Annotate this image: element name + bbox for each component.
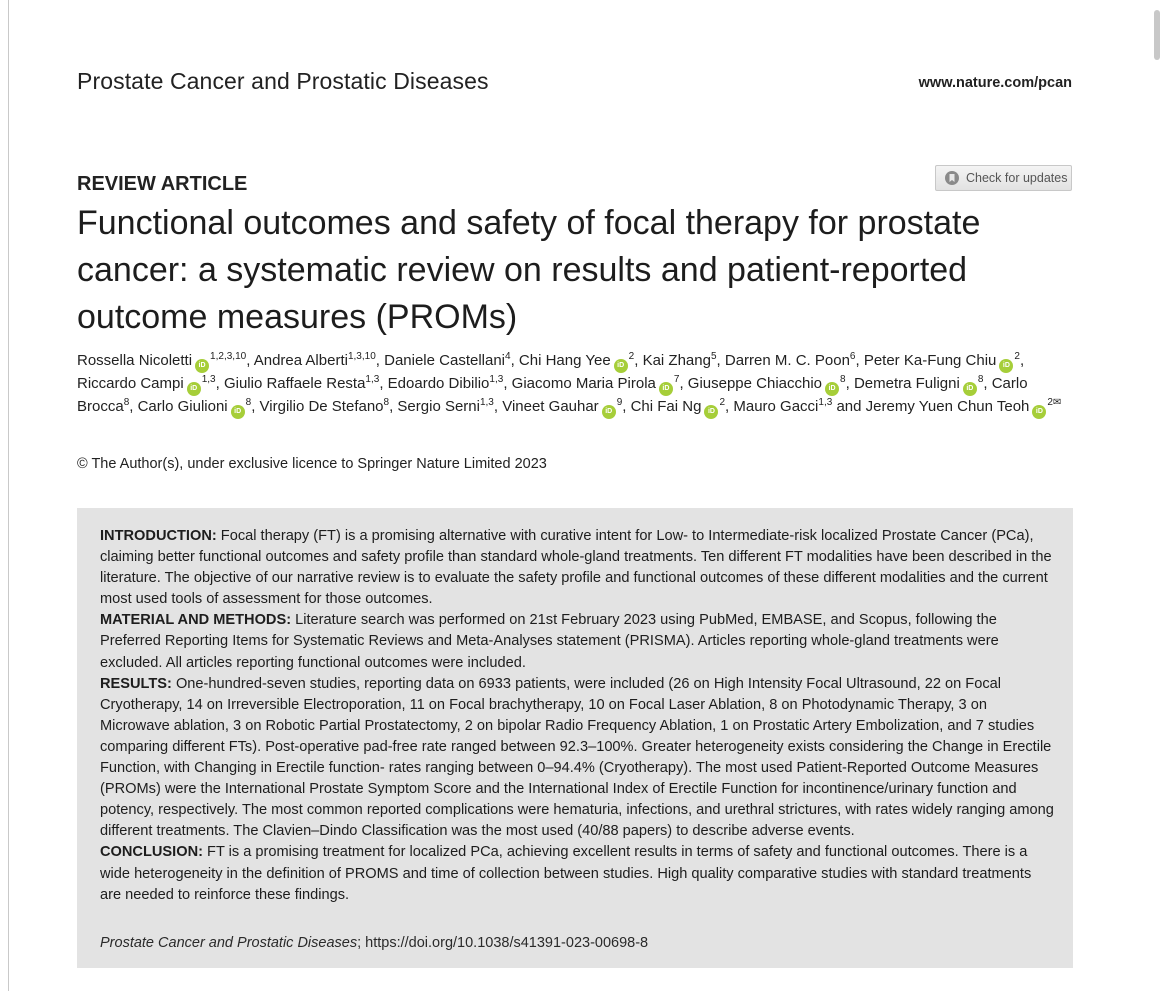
author-separator: , xyxy=(855,352,864,369)
author-separator: , xyxy=(634,352,643,369)
abstract-methods: MATERIAL AND METHODS: Literature search was performed on 21st February 2023 using PubMed, EMBASE, and Scopus, following the Preferred Reporting Items for Systematic Reviews and Meta-Analyses statement (PRISMA). Articles reporting whole-gland treatments were excluded. All articles reporting functional outcomes were included. xyxy=(100,612,999,671)
abstract-conclusion: CONCLUSION: FT is a promising treatment for localized PCa, achieving excellent results in terms of safety and functional outcomes. There is a wide heterogeneity in the definition of PROMS and time of collection between studies. High quality comparative studies with standard treatments are needed to reinforce these findings. xyxy=(100,844,1032,903)
author-separator: , xyxy=(1019,352,1025,369)
author-name: Giacomo Maria Pirola xyxy=(511,375,656,392)
abstract xyxy=(100,526,1055,906)
author-name: Demetra Fuligni xyxy=(853,375,960,392)
author-separator: , xyxy=(246,352,254,369)
orcid-icon[interactable]: iD xyxy=(195,359,209,373)
article-title: Functional outcomes and safety of focal therapy for prostate cancer: a systematic review on results and patient-reported outcome measures (PROMs) xyxy=(77,204,981,336)
author[interactable] xyxy=(254,352,376,369)
orcid-icon[interactable]: iD xyxy=(1032,405,1046,419)
author-separator: , xyxy=(503,375,512,392)
author-separator: , xyxy=(389,398,398,415)
orcid-icon[interactable]: iD xyxy=(614,359,628,373)
abstract-results: RESULTS: One-hundred-seven studies, reporting data on 6933 patients, were included (26 on High Intensity Focal Ultrasound, 22 on Focal Cryotherapy, 14 on Irreversible Electroporation, 11 on Focal brachytherapy, 10 on Focal Laser Ablation, 8 on Photodynamic Therapy, 3 on Microwave ablation, 3 on Robotic Partial Prostatectomy, 2 on bipolar Radio Frequency Ablation, 1 on Prostatic Artery Embolization, and 7 studies comparing different FTs). Post-operative pad-free rate ranged between 92.3–100%. Greater heterogeneity exists considering the Change in Erectile Function, with Changing in Erectile function- rates ranging between 0–94.4% (Cryotherapy). The most used Patient-Reported Outcome Measures (PROMs) were the International Prostate Symptom Score and the International Index of Erectile Function for incontinence/urinary function and potency, respectively. The most common reported complications were hematuria, infections, and urethral strictures, with rates widely ranging among different treatments. The Clavien–Dindo Classification was the most used (40/88 papers) to describe adverse events. xyxy=(100,675,1054,840)
page-edge xyxy=(8,0,9,991)
author[interactable] xyxy=(854,375,983,392)
affiliation-number: 5 xyxy=(710,351,717,362)
author[interactable] xyxy=(260,398,390,415)
author[interactable] xyxy=(519,352,634,369)
author[interactable] xyxy=(688,375,846,392)
author[interactable] xyxy=(388,375,504,392)
journal-url[interactable]: www.nature.com/pcan xyxy=(918,75,1072,91)
check-for-updates-label: Check for updates xyxy=(966,171,1068,185)
author[interactable] xyxy=(725,352,856,369)
affiliation-number: 2 xyxy=(1014,351,1020,362)
affiliation-number: 1,3 xyxy=(489,374,504,385)
affiliation-number: 1,3 xyxy=(365,374,380,385)
author-separator: , xyxy=(215,375,224,392)
affiliation-number: 8 xyxy=(977,374,984,385)
author[interactable] xyxy=(733,398,832,415)
author-name: Giulio Raffaele Resta xyxy=(223,375,366,392)
affiliation-number: 8 xyxy=(123,397,130,408)
abstract-introduction: INTRODUCTION: Focal therapy (FT) is a promising alternative with curative intent for Low- to Intermediate-risk localized Prostate Cancer (PCa), claiming better functional outcomes and safety profile than standard whole-gland treatments. Ten different FT modalities have been described in the literature. The objective of our narrative review is to evaluate the safety profile and functional outcomes of these different modalities and the current most used tools of assessment for those outcomes. xyxy=(100,528,1052,608)
author[interactable] xyxy=(77,352,246,369)
author-name: Carlo Giulioni xyxy=(137,398,228,415)
author-separator: , xyxy=(251,398,260,415)
scrollbar-thumb[interactable] xyxy=(1154,10,1160,60)
orcid-icon[interactable]: iD xyxy=(187,382,201,396)
author-name: Daniele Castellani xyxy=(384,352,506,369)
affiliation-number: 1,3,10 xyxy=(347,351,376,362)
citation-line[interactable]: Prostate Cancer and Prostatic Diseases; https://doi.org/10.1038/s41391-023-00698-8 xyxy=(100,935,649,951)
author-name: Virgilio De Stefano xyxy=(259,398,384,415)
author[interactable] xyxy=(397,398,493,415)
author-separator: , xyxy=(679,375,688,392)
affiliation-number: 7 xyxy=(673,374,680,385)
author-separator: , xyxy=(510,352,519,369)
copyright-notice: © The Author(s), under exclusive licence to Springer Nature Limited 2023 xyxy=(77,456,547,472)
author[interactable] xyxy=(512,375,680,392)
orcid-icon[interactable]: iD xyxy=(999,359,1013,373)
orcid-icon[interactable]: iD xyxy=(602,405,616,419)
author-name: Sergio Serni xyxy=(397,398,480,415)
author-name: Giuseppe Chiacchio xyxy=(687,375,823,392)
author[interactable] xyxy=(502,398,622,415)
author-name: Andrea Alberti xyxy=(253,352,348,369)
author-separator: , xyxy=(129,398,138,415)
affiliation-number: 2 xyxy=(628,351,635,362)
author-name: Kai Zhang xyxy=(642,352,711,369)
author-name: Chi Hang Yee xyxy=(518,352,611,369)
orcid-icon[interactable]: iD xyxy=(231,405,245,419)
author-separator: , xyxy=(725,398,734,415)
author-name: Jeremy Yuen Chun Teoh xyxy=(865,398,1030,415)
affiliation-number: 6 xyxy=(849,351,856,362)
author-name: Darren M. C. Poon xyxy=(724,352,850,369)
affiliation-number: 8 xyxy=(840,374,846,385)
author[interactable] xyxy=(224,375,379,392)
author-separator: , xyxy=(983,375,992,392)
author[interactable] xyxy=(643,352,717,369)
author-separator: , xyxy=(716,352,725,369)
author-name: Carlo Brocca xyxy=(77,375,1028,415)
affiliation-number: 8 xyxy=(245,397,252,408)
orcid-icon[interactable]: iD xyxy=(704,405,718,419)
affiliation-number: 4 xyxy=(505,351,511,362)
author-separator: , xyxy=(379,375,388,392)
author-name: Riccardo Campi xyxy=(77,375,184,392)
author[interactable] xyxy=(384,352,510,369)
author[interactable] xyxy=(864,352,1020,369)
author-name: Rossella Nicoletti xyxy=(77,352,193,369)
author[interactable] xyxy=(631,398,725,415)
affiliation-number: 2✉ xyxy=(1047,397,1062,408)
journal-name: Prostate Cancer and Prostatic Diseases xyxy=(77,68,489,94)
author-separator: and xyxy=(832,398,866,415)
orcid-icon[interactable]: iD xyxy=(659,382,673,396)
author[interactable] xyxy=(77,375,216,392)
author-name: Mauro Gacci xyxy=(733,398,819,415)
affiliation-number: 1,3 xyxy=(201,374,216,385)
affiliation-number: 1,2,3,10 xyxy=(210,351,247,362)
author-name: Chi Fai Ng xyxy=(630,398,702,415)
affiliation-number: 1,3 xyxy=(818,397,833,408)
author-separator: , xyxy=(375,352,385,369)
author-separator: , xyxy=(493,398,503,415)
affiliation-number: 9 xyxy=(616,397,623,408)
affiliation-number: 1,3 xyxy=(479,397,494,408)
author[interactable] xyxy=(138,398,252,415)
author-separator: , xyxy=(845,375,854,392)
author-name: Peter Ka-Fung Chiu xyxy=(863,352,997,369)
author-name: Vineet Gauhar xyxy=(502,398,599,415)
author-list xyxy=(77,350,1087,419)
author-name: Edoardo Dibilio xyxy=(387,375,490,392)
author-separator: , xyxy=(622,398,631,415)
bookmark-check-icon xyxy=(944,170,960,186)
affiliation-number: 2 xyxy=(719,397,726,408)
orcid-icon[interactable]: iD xyxy=(825,382,839,396)
check-for-updates-button[interactable] xyxy=(935,165,1072,191)
affiliation-number: 8 xyxy=(383,397,390,408)
orcid-icon[interactable]: iD xyxy=(963,382,977,396)
article-type: REVIEW ARTICLE xyxy=(77,173,248,195)
author[interactable] xyxy=(866,398,1062,415)
